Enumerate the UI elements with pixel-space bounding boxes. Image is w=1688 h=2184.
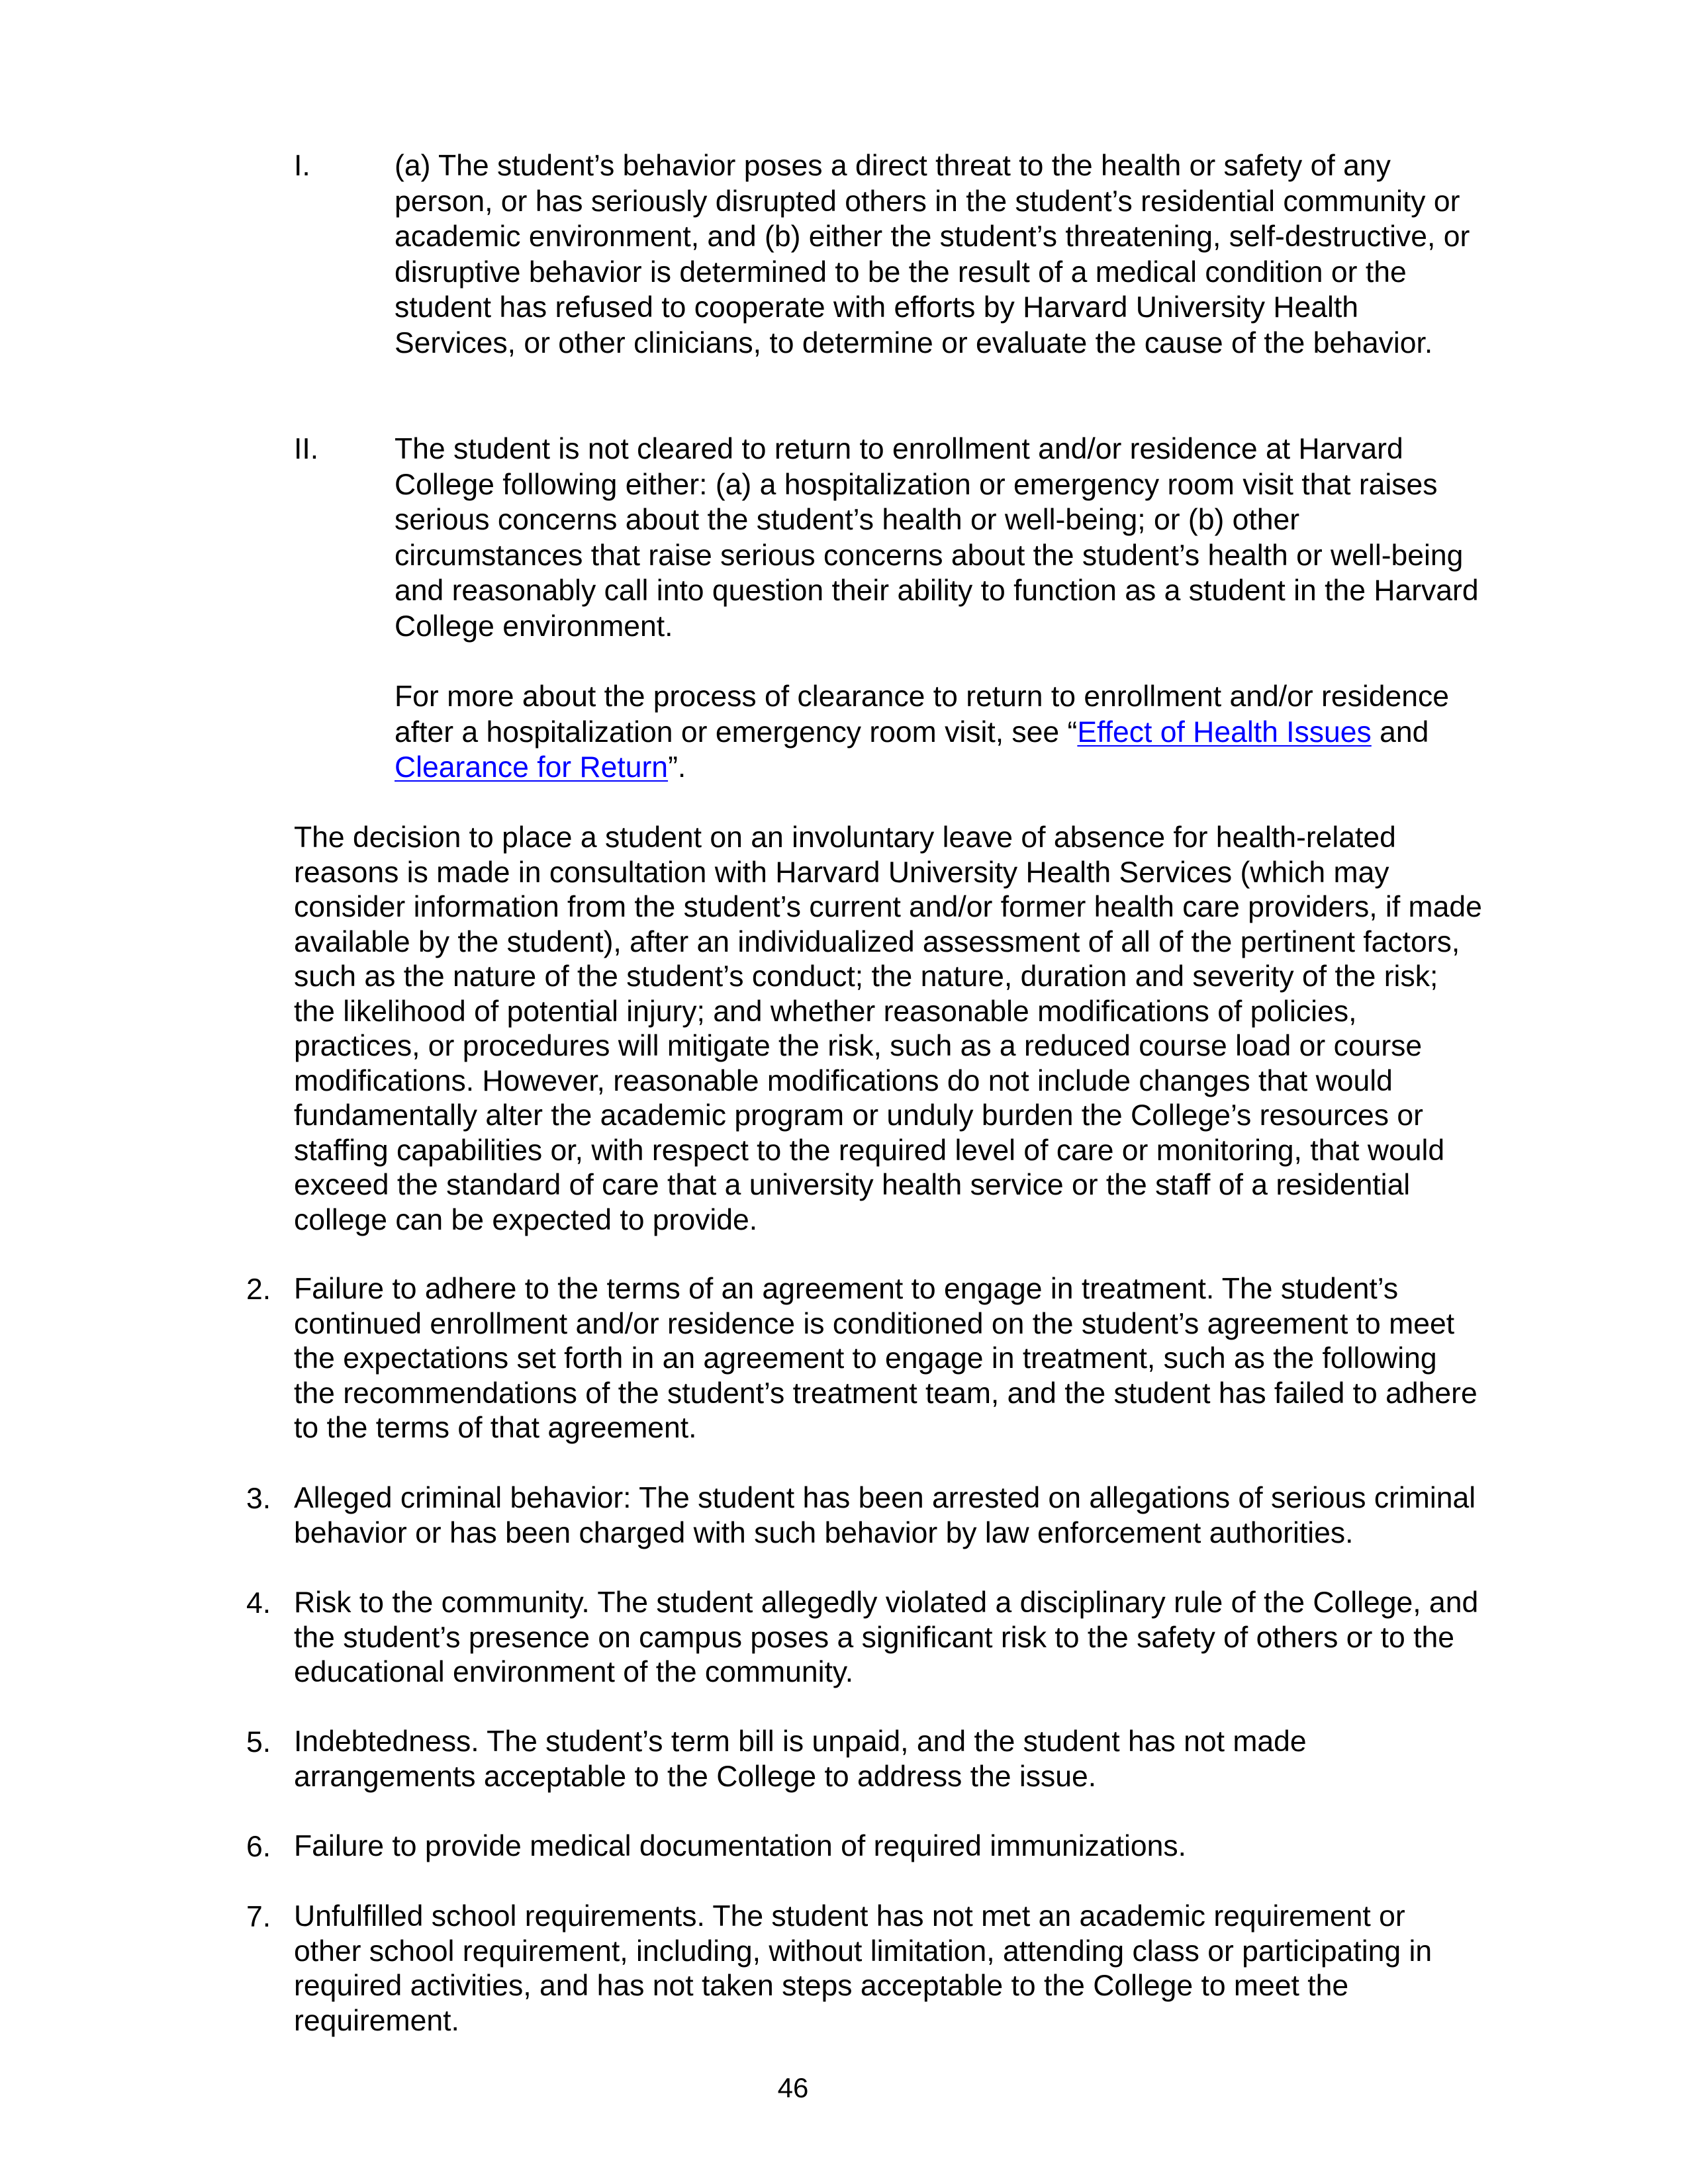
numbered-item-5-text: Indebtedness. The student’s term bill is unpaid, and the student has not made arrangements acceptable to the College to address the issue. xyxy=(294,1725,1307,1793)
numbered-marker-4: 4. xyxy=(246,1587,271,1619)
numbered-item-2-text: Failure to adhere to the terms of an agreement to engage in treatment. The student’s continued enrollment and/or residence is conditioned on the student’s agreement to meet the expectations set forth in an agreement to engage in treatment, such as the following the recommendations of the student’s treatment team, and the student has failed to adhere to the terms of that agreement. xyxy=(294,1273,1477,1444)
clearance-for-return-link[interactable]: Clearance for Return xyxy=(395,751,669,784)
roman-marker-2: II. xyxy=(294,433,319,465)
numbered-marker-3: 3. xyxy=(246,1482,271,1515)
effect-of-health-issues-link[interactable]: Effect of Health Issues xyxy=(1077,715,1372,749)
clearance-note-middle: and xyxy=(1371,715,1429,749)
numbered-item-7-text: Unfulfilled school requirements. The student has not met an academic requirement or other school requirement, including, without limitation, attending class or participating in required activities, and has not taken steps acceptable to the College to meet the requirement. xyxy=(294,1900,1432,2037)
clearance-note xyxy=(395,679,1487,786)
decision-paragraph: The decision to place a student on an involuntary leave of absence for health-related reasons is made in consultation with Harvard University Health Services (which may consider information from the student’s current and/or former health care providers, if made available by the student), after an individualized assessment of all of the pertinent factors, such as the nature of the student’s conduct; the nature, duration and severity of the risk; the likelihood of potential injury; and whether reasonable modifications of policies, practices, or procedures will mitigate the risk, such as a reduced course load or course modifications. However, reasonable modifications do not include changes that would fundamentally alter the academic program or unduly burden the College’s resources or staffing capabilities or, with respect to the required level of care or monitoring, that would exceed the standard of care that a university health service or the staff of a residential college can be expected to provide. xyxy=(294,821,1482,1236)
numbered-marker-6: 6. xyxy=(246,1831,271,1863)
clearance-note-after: ”. xyxy=(668,751,686,784)
numbered-marker-7: 7. xyxy=(246,1901,271,1933)
numbered-item-3-text: Alleged criminal behavior: The student has been arrested on allegations of serious criminal behavior or has been charged with such behavior by law enforcement authorities. xyxy=(294,1482,1476,1549)
roman-item-2-text: The student is not cleared to return to enrollment and/or residence at Harvard College following either: (a) a hospitalization or emergency room visit that raises serious concerns about the student’s health or well-being; or (b) other circumstances that raise serious concerns about the student’s health or well-being and reasonably call into question their ability to function as a student in the Harvard College environment. xyxy=(395,433,1479,643)
page-number: 46 xyxy=(777,2072,809,2103)
roman-item-1-text: (a) The student’s behavior poses a direct threat to the health or safety of any person, or has seriously disrupted others in the student’s residential community or academic environment, and (b) either the student’s threatening, self-destructive, or disruptive behavior is determined to be the result of a medical condition or the student has refused to cooperate with efforts by Harvard University Health Services, or other clinicians, to determine or evaluate the cause of the behavior. xyxy=(395,150,1470,359)
roman-marker-1: I. xyxy=(294,150,310,182)
numbered-marker-5: 5. xyxy=(246,1726,271,1758)
clearance-note-before: For more about the process of clearance to return to enrollment and/or residence after a hospitalization or emergency room visit, see “ xyxy=(395,680,1449,749)
numbered-item-4-text: Risk to the community. The student allegedly violated a disciplinary rule of the College, and the student’s presence on campus poses a significant risk to the safety of others or to the educational environment of the community. xyxy=(294,1586,1479,1688)
numbered-marker-2: 2. xyxy=(246,1273,271,1306)
numbered-item-6-text: Failure to provide medical documentation of required immunizations. xyxy=(294,1830,1187,1862)
